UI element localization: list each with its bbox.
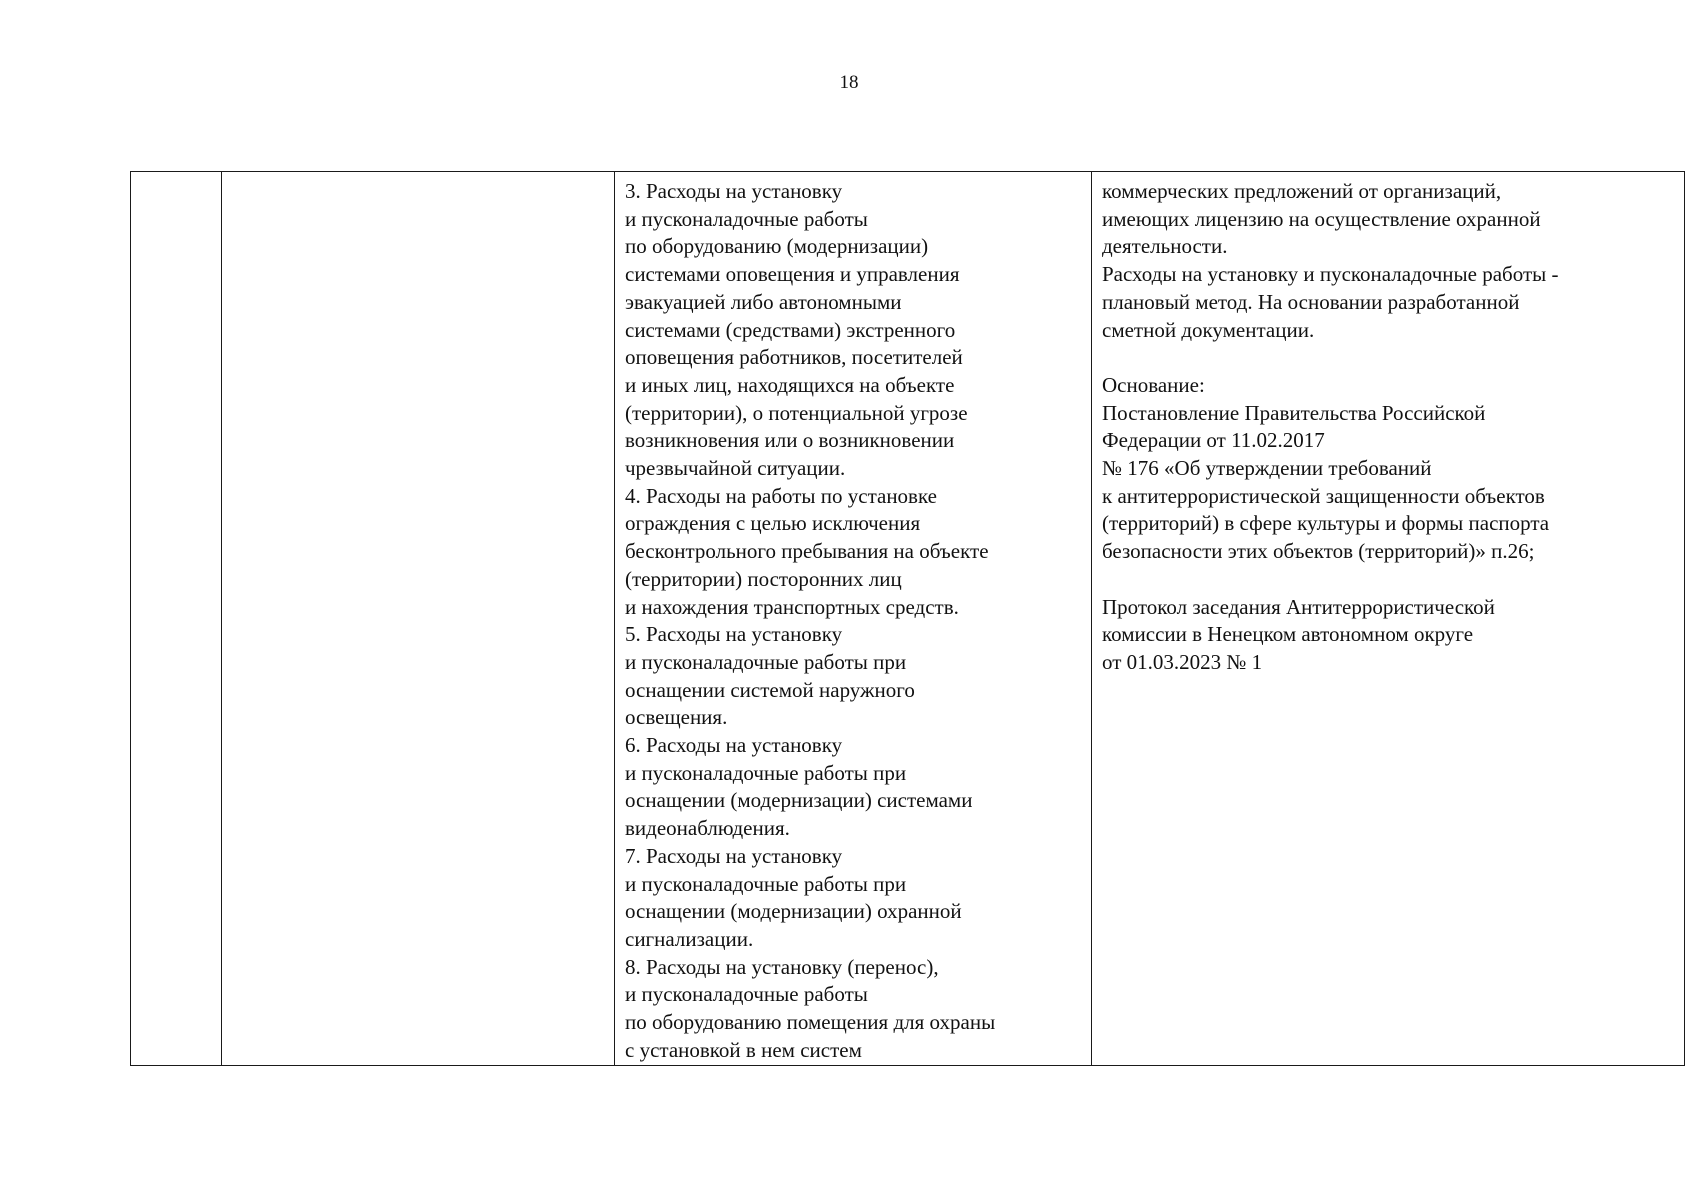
expenses-text-line: оснащении (модернизации) системами xyxy=(625,788,973,813)
expenses-text-line: оповещения работников, посетителей xyxy=(625,345,963,370)
basis-text-line: к антитеррористической защищенности объектов xyxy=(1102,483,1545,508)
expenses-text-line: и пусконаладочные работы при xyxy=(625,760,907,785)
basis-text-line: № 176 «Об утверждении требований xyxy=(1102,456,1432,481)
expenses-text-line: видеонаблюдения. xyxy=(625,816,790,841)
table-cell-basis xyxy=(1092,172,1685,1066)
expenses-text-line: 6. Расходы на установку xyxy=(625,733,843,758)
expenses-text-line: и пусконаладочные работы xyxy=(625,982,868,1007)
expenses-text-line: 7. Расходы на установку xyxy=(625,843,843,868)
expenses-text-line: системами оповещения и управления xyxy=(625,262,960,287)
expenses-text-line: 4. Расходы на работы по установке xyxy=(625,483,937,508)
basis-text-line: плановый метод. На основании разработанной xyxy=(1102,289,1520,314)
basis-text-line: безопасности этих объектов (территорий)» п.26; xyxy=(1102,539,1535,564)
expenses-text-line: оснащении системой наружного xyxy=(625,677,915,702)
expenses-text-line: системами (средствами) экстренного xyxy=(625,317,956,342)
basis-text-line: Расходы на установку и пусконаладочные работы - xyxy=(1102,262,1559,287)
expenses-text-line: оснащении (модернизации) охранной xyxy=(625,899,962,924)
table-row xyxy=(131,172,1685,1066)
expenses-text-block xyxy=(625,178,1081,1065)
expenses-text-line: по оборудованию (модернизации) xyxy=(625,234,929,259)
basis-text-line: Федерации от 11.02.2017 xyxy=(1102,428,1325,453)
basis-text-block xyxy=(1102,178,1674,677)
basis-text-line: Протокол заседания Антитеррористической xyxy=(1102,594,1495,619)
basis-text-line: имеющих лицензию на осуществление охранной xyxy=(1102,206,1541,231)
expenses-text-line: и иных лиц, находящихся на объекте xyxy=(625,372,955,397)
table-cell-expenses xyxy=(615,172,1092,1066)
expenses-text-line: 3. Расходы на установку xyxy=(625,179,843,203)
expenses-text-line: эвакуацией либо автономными xyxy=(625,289,902,314)
expenses-text-line: (территории) посторонних лиц xyxy=(625,566,902,591)
table-cell-name xyxy=(222,172,615,1066)
basis-text-line: от 01.03.2023 № 1 xyxy=(1102,649,1263,674)
page-number: 18 xyxy=(839,72,859,93)
expenses-text-line: чрезвычайной ситуации. xyxy=(625,456,846,481)
expenses-text-line: ограждения с целью исключения xyxy=(625,511,921,536)
basis-text-line: (территорий) в сфере культуры и формы паспорта xyxy=(1102,511,1550,536)
basis-text-line: Основание: xyxy=(1102,372,1205,397)
basis-text-line: деятельности. xyxy=(1102,234,1228,259)
expenses-text-line: 5. Расходы на установку xyxy=(625,622,843,647)
expenses-text-line: по оборудованию помещения для охраны xyxy=(625,1010,996,1035)
expenses-text-line: и пусконаладочные работы при xyxy=(625,649,907,674)
document-table xyxy=(130,171,1685,1066)
expenses-text-line: 8. Расходы на установку (перенос), xyxy=(625,954,939,979)
expenses-text-line: (территории), о потенциальной угрозе xyxy=(625,400,968,425)
table-cell-number xyxy=(131,172,222,1066)
expenses-text-line: бесконтрольного пребывания на объекте xyxy=(625,539,989,564)
basis-text-line: коммерческих предложений от организаций, xyxy=(1102,179,1502,203)
expenses-text-line: и пусконаладочные работы xyxy=(625,206,868,231)
basis-text-line: комиссии в Ненецком автономном округе xyxy=(1102,622,1474,647)
expenses-text-line: сигнализации. xyxy=(625,926,754,951)
expenses-text-line: освещения. xyxy=(625,705,728,730)
basis-text-line xyxy=(1102,344,1674,372)
expenses-text-line: возникновения или о возникновении xyxy=(625,428,955,453)
basis-text-line xyxy=(1102,566,1674,594)
expenses-text-line: с установкой в нем систем xyxy=(625,1037,862,1062)
expenses-text-line: и нахождения транспортных средств. xyxy=(625,594,959,619)
basis-text-line: сметной документации. xyxy=(1102,317,1315,342)
expenses-text-line: и пусконаладочные работы при xyxy=(625,871,907,896)
basis-text-line: Постановление Правительства Российской xyxy=(1102,400,1486,425)
